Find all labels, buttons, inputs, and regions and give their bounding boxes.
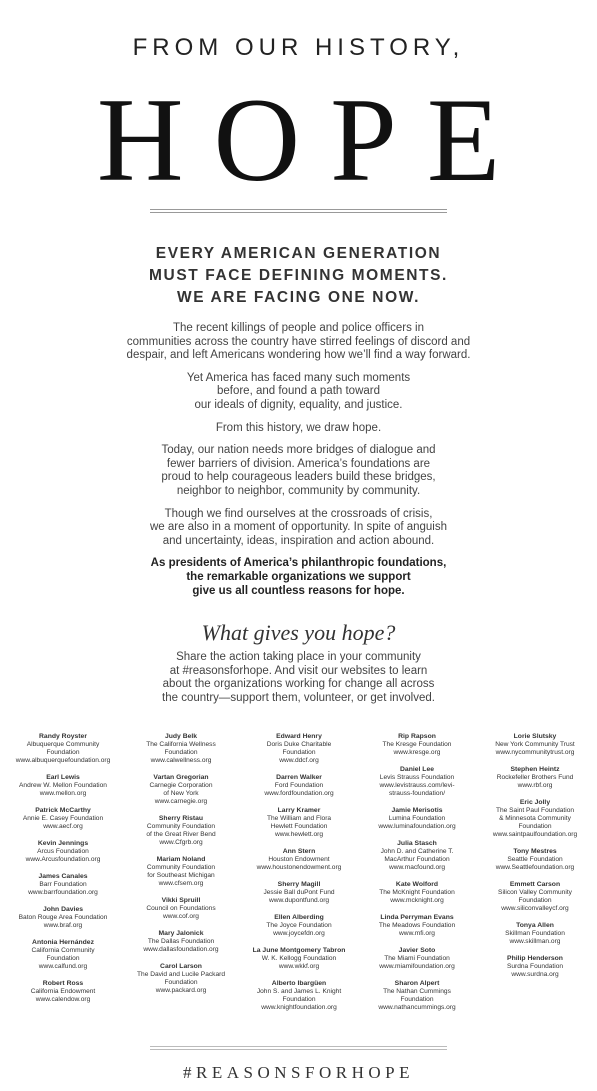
signatory-name: Vikki Spruill [161, 897, 201, 904]
signatory-name: Eric Jolly [519, 799, 551, 806]
signatory-entry [122, 733, 240, 765]
signatory-name: Sherry Magill [277, 881, 321, 888]
signatory-name: Edward Henry [276, 733, 322, 740]
signatory-details: The Joyce Foundation www.joycefdn.org [266, 922, 332, 937]
signatory-column [4, 733, 122, 1021]
signatory-name: James Canales [38, 873, 88, 880]
signatory-details: The California Wellness Foundation www.calwellness.org [146, 741, 216, 764]
signatory-entry [240, 980, 358, 1012]
signatory-name: Kevin Jennings [37, 840, 89, 847]
signatory-name: Darren Walker [276, 774, 322, 781]
signatory-name: Ann Stern [282, 848, 316, 855]
signatories [4, 733, 594, 1021]
signatory-name: Judy Belk [164, 733, 198, 740]
signatory-name: Patrick McCarthy [35, 807, 91, 814]
signatory-entry [4, 980, 122, 1004]
signatory-entry [4, 873, 122, 897]
divider-bottom-2 [150, 1049, 447, 1050]
signatory-details: Arcus Foundation www.Arcusfoundation.org [25, 848, 101, 863]
signatory-name: Mary Jalonick [158, 930, 204, 937]
signatory-entry [476, 799, 594, 839]
kicker-heading: FROM OUR HISTORY, [132, 34, 465, 61]
signatory-details: The William and Flora Hewlett Foundation www.hewlett.org [266, 815, 332, 838]
signatory-entry [476, 848, 594, 872]
signatory-details: Carnegie Corporation of New York www.carnegie.org [149, 782, 213, 805]
signatory-entry [122, 774, 240, 806]
signatory-name: Linda Perryman Evans [380, 914, 454, 921]
signatory-name: John Davies [42, 906, 84, 913]
signatory-details: The McKnight Foundation www.mcknight.org [379, 889, 455, 904]
share-paragraph: Share the action taking place in your community at #reasonsforhope. And visit our websites to learn about the organizations working for change all across the country—support them, volunteer, or get involved. [162, 651, 435, 704]
signatory-name: Carol Larson [160, 963, 202, 970]
signatory-name: La June Montgomery Tabron [252, 947, 346, 954]
signatory-entry [240, 914, 358, 938]
body-paragraph: Today, our nation needs more bridges of dialogue and fewer barriers of division. America’s foundations are proud to help courageous leaders build these bridges, neighbor to neighbor, community by community. [161, 444, 436, 497]
signatory-details: California Community Foundation www.calfund.org [31, 947, 95, 970]
signatory-details: Baton Rouge Area Foundation www.braf.org [18, 914, 108, 929]
signatory-column [476, 733, 594, 1021]
signatory-details: Rockefeller Brothers Fund www.rbf.org [496, 774, 574, 789]
main-title: HOPE [96, 73, 531, 206]
signatory-details: Andrew W. Mellon Foundation www.mellon.org [19, 782, 107, 797]
signatory-name: Rip Rapson [398, 733, 436, 740]
signatory-details: Silicon Valley Community Foundation www.siliconvalleycf.org [498, 889, 572, 912]
signatory-entry [122, 930, 240, 954]
headline-line: EVERY AMERICAN GENERATION [155, 245, 442, 262]
signatory-name: Larry Kramer [277, 807, 321, 814]
signatory-details: The Dallas Foundation www.dallasfoundation.org [143, 938, 219, 953]
signatory-entry [476, 766, 594, 790]
signatory-name: Randy Royster [39, 733, 87, 740]
signatory-details: Ford Foundation www.fordfoundation.org [264, 782, 334, 797]
signatory-details: Community Foundation of the Great River Bend www.Cfgrb.org [146, 823, 216, 846]
body-paragraph: Yet America has faced many such moments before, and found a path toward our ideals of dignity, equality, and justice. [186, 371, 411, 411]
signatory-entry [240, 774, 358, 798]
signatory-entry [4, 733, 122, 765]
signatory-entry [4, 939, 122, 971]
signatory-entry [4, 840, 122, 864]
signatory-details: Surdna Foundation www.surdna.org [506, 963, 564, 978]
question-heading: What gives you hope? [201, 620, 396, 645]
signatory-details: New York Community Trust www.nycommunitytrust.org [495, 741, 575, 756]
signatory-name: Tony Mestres [513, 848, 557, 855]
signatory-name: Sherry Ristau [158, 815, 204, 822]
signatory-entry [4, 774, 122, 798]
signatory-name: Philip Henderson [507, 955, 563, 962]
signatory-name: Kate Wolford [395, 881, 439, 888]
signatory-name: Tonya Allen [516, 922, 554, 929]
body-paragraph: As presidents of America’s philanthropic foundations, the remarkable organizations we support give us all countless reasons for hope. [150, 557, 447, 597]
signatory-entry [358, 840, 476, 872]
signatory-details: The Nathan Cummings Foundation www.nathancummings.org [378, 988, 456, 1011]
signatory-details: Community Foundation for Southeast Michigan www.cfsem.org [146, 864, 216, 887]
headline-line: MUST FACE DEFINING MOMENTS. [149, 267, 448, 284]
signatory-details: W. K. Kellogg Foundation www.wkkf.org [261, 955, 337, 970]
signatory-details: Albuquerque Community Foundation www.albuquerquefoundation.org [15, 741, 111, 764]
signatory-entry [4, 906, 122, 930]
signatory-details: The Kresge Foundation www.kresge.org [382, 741, 452, 756]
headline-line: WE ARE FACING ONE NOW. [176, 289, 421, 306]
body-copy [60, 322, 537, 607]
signatory-name: Vartan Gregorian [153, 774, 209, 781]
signatory-name: Ellen Alberding [274, 914, 324, 921]
signatory-details: California Endowment www.calendow.org [30, 988, 96, 1003]
signatory-entry [476, 733, 594, 757]
signatory-name: Stephen Heintz [510, 766, 560, 773]
signatory-details: John S. and James L. Knight Foundation www.knightfoundation.org [256, 988, 342, 1011]
signatory-name: Javier Soto [398, 947, 436, 954]
signatory-entry [476, 881, 594, 913]
signatory-name: Mariam Noland [156, 856, 206, 863]
signatory-entry [240, 807, 358, 839]
signatory-name: Robert Ross [42, 980, 84, 987]
signatory-entry [122, 897, 240, 921]
signatory-name: Daniel Lee [400, 766, 434, 773]
signatory-entry [358, 914, 476, 938]
signatory-entry [240, 881, 358, 905]
signatory-entry [358, 980, 476, 1012]
divider-top-1 [150, 209, 447, 210]
body-paragraph: From this history, we draw hope. [215, 421, 382, 434]
signatory-details: Barr Foundation www.barrfoundation.org [28, 881, 98, 896]
signatory-name: Sharon Alpert [394, 980, 440, 987]
signatory-details: Annie E. Casey Foundation www.aecf.org [22, 815, 104, 830]
signatory-details: Doris Duke Charitable Foundation www.ddcf.org [266, 741, 332, 764]
signatory-entry [122, 815, 240, 847]
signatory-entry [240, 947, 358, 971]
signatory-entry [240, 733, 358, 765]
signatory-details: The Miami Foundation www.miamifoundation.org [379, 955, 455, 970]
signatory-entry [358, 733, 476, 757]
signatory-details: The Saint Paul Foundation & Minnesota Community Foundation www.saintpaulfoundation.org [492, 807, 578, 838]
signatory-entry [122, 963, 240, 995]
signatory-entry [476, 955, 594, 979]
signatory-details: The David and Lucile Packard Foundation www.packard.org [137, 971, 225, 994]
signatory-entry [122, 856, 240, 888]
signatory-details: John D. and Catherine T. MacArthur Foundation www.macfound.org [380, 848, 454, 871]
signatory-details: Houston Endowment www.houstonendowment.org [256, 856, 342, 871]
signatory-entry [358, 947, 476, 971]
signatory-entry [240, 848, 358, 872]
signatory-entry [4, 807, 122, 831]
signatory-entry [358, 881, 476, 905]
signatory-details: Levis Strauss Foundation www.levistrauss.com/levi- strauss-foundation/ [379, 774, 455, 797]
signatory-name: Jamie Merisotis [391, 807, 443, 814]
signatory-name: Antonia Hernández [32, 939, 94, 946]
signatory-details: Skillman Foundation www.skillman.org [505, 930, 565, 945]
signatory-name: Emmett Carson [509, 881, 561, 888]
signatory-column [358, 733, 476, 1021]
signatory-details: The Meadows Foundation www.mfi.org [378, 922, 456, 937]
body-paragraph: Though we find ourselves at the crossroads of crisis, we are also in a moment of opportunity. In spite of anguish and uncertainty, ideas, inspiration and action abound. [149, 507, 448, 547]
headline [0, 243, 597, 309]
signatory-column [122, 733, 240, 1021]
signatory-details: Council on Foundations www.cof.org [146, 905, 216, 920]
signatory-entry [358, 766, 476, 798]
signatory-details: Lumina Foundation www.luminafoundation.org [378, 815, 456, 830]
signatory-entry [358, 807, 476, 831]
signatory-name: Earl Lewis [46, 774, 80, 781]
signatory-details: Jessie Ball duPont Fund www.dupontfund.org [263, 889, 335, 904]
signatory-name: Julia Stasch [397, 840, 437, 847]
signatory-details: Seattle Foundation www.Seattlefoundation.org [495, 856, 575, 871]
divider-top-2 [150, 212, 447, 213]
signatory-name: Alberto Ibargüen [271, 980, 327, 987]
signatory-entry [476, 922, 594, 946]
signatory-column [240, 733, 358, 1021]
signatory-name: Lorie Slutsky [513, 733, 557, 740]
hashtag-footer: #REASONSFORHOPE [183, 1063, 414, 1082]
divider-bottom-1 [150, 1046, 447, 1047]
body-paragraph: The recent killings of people and police officers in communities across the country have stirred feelings of discord and despair, and left Americans wondering how we’ll find a way forward. [126, 322, 471, 362]
